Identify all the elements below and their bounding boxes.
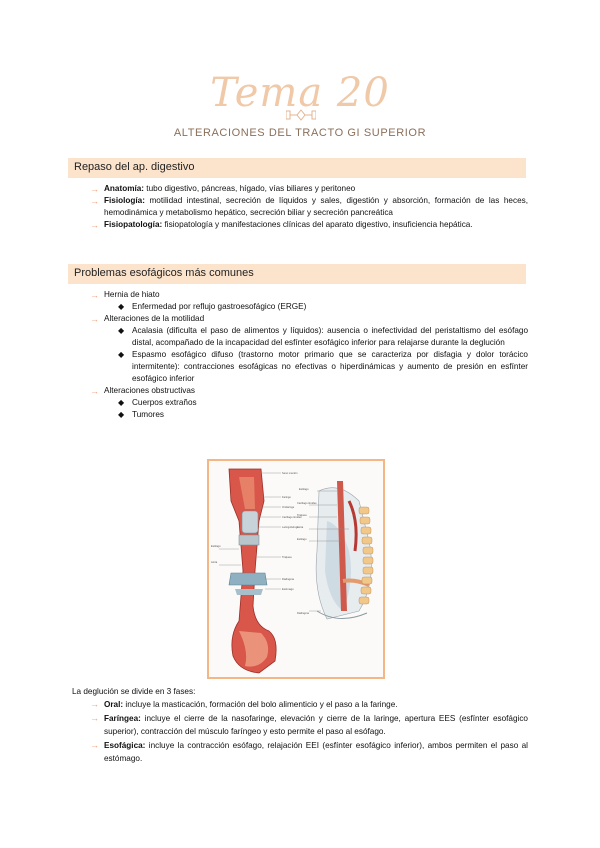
svg-text:Aorta: Aorta	[297, 526, 304, 529]
deglution-intro: La deglución se divide en 3 fases:	[72, 687, 196, 696]
arrow-icon: →	[90, 699, 99, 709]
svg-text:Tráquea: Tráquea	[282, 556, 292, 559]
svg-text:Aorta: Aorta	[211, 561, 218, 564]
svg-text:Faringe: Faringe	[282, 496, 291, 499]
arrow-icon: →	[90, 196, 99, 206]
section-heading-text: Problemas esofágicos más comunes	[74, 267, 254, 279]
svg-text:Esófago: Esófago	[211, 545, 221, 548]
svg-text:Orofaringe: Orofaringe	[282, 506, 295, 509]
esophagus-anatomy-figure	[207, 459, 385, 679]
list-item: → Fisiopatología: fisiopatología y manifestaciones clínicas del aparato digestivo, insuficiencia hepática.	[90, 220, 473, 230]
page-subtitle: ALTERACIONES DEL TRACTO GI SUPERIOR	[173, 127, 427, 139]
svg-text:Estómago: Estómago	[282, 588, 294, 591]
diamond-bullet-icon: ◆	[118, 398, 125, 407]
arrow-icon: →	[90, 386, 99, 396]
ornament-icon	[286, 109, 316, 121]
page-title: Tema 20	[210, 70, 390, 116]
sub-list-item: ◆ Tumores	[118, 410, 164, 419]
sub-list-item: ◆ Espasmo esofágico difuso (trastorno motor primario que se caracteriza por disfagia y dolor torácico intermitente): contracciones esofágicas no efectivas o hiperdinámicas y aumento de presión en esfínter esofágico inferior	[118, 350, 528, 383]
svg-text:Cartílago tiroides: Cartílago tiroides	[297, 502, 317, 505]
diamond-bullet-icon: ◆	[118, 350, 125, 359]
arrow-icon: →	[90, 314, 99, 324]
list-item: → Faríngea: incluye el cierre de la nasofaringe, elevación y cierre de la laringe, apertura EES (esfínter esofágico superior), contracción del músculo faríngeo y esto permite el paso al esófago.	[90, 712, 528, 736]
section-heading-problemas	[68, 264, 526, 284]
list-item: → Anatomía: tubo digestivo, páncreas, hígado, vías biliares y peritoneo	[90, 184, 356, 194]
section-heading-text: Repaso del ap. digestivo	[74, 161, 195, 173]
list-item: → Oral: incluye la masticación, formación del bolo alimenticio y el paso a la faringe.	[90, 698, 528, 712]
svg-text:Cartílago tiroides: Cartílago tiroides	[282, 516, 302, 519]
diamond-bullet-icon: ◆	[118, 326, 125, 335]
diamond-bullet-icon: ◆	[118, 302, 125, 311]
diamond-bullet-icon: ◆	[118, 410, 125, 419]
anatomy-illustration	[209, 461, 383, 677]
arrow-icon: →	[90, 184, 99, 194]
arrow-icon: →	[90, 220, 99, 230]
problemas-list	[90, 289, 528, 421]
svg-text:Tráquea: Tráquea	[297, 514, 307, 517]
repaso-list	[90, 183, 528, 231]
list-item: → Alteraciones obstructivas	[90, 386, 196, 396]
list-item: → Hernia de hiato	[90, 290, 160, 300]
deglution-list	[90, 698, 528, 766]
svg-text:Seno mentón: Seno mentón	[282, 472, 298, 475]
arrow-icon: →	[90, 290, 99, 300]
list-item: → Esofágica: incluye la contracción esófago, relajación EEI (esfínter esofágico inferior), ambos permiten el paso al estómago.	[90, 739, 528, 763]
section-heading-repaso	[68, 158, 526, 178]
sub-list-item: ◆ Enfermedad por reflujo gastroesofágico (ERGE)	[118, 302, 307, 311]
arrow-icon: →	[90, 739, 99, 750]
svg-text:Diafragma: Diafragma	[297, 612, 309, 615]
list-item: → Alteraciones de la motilidad	[90, 314, 205, 324]
svg-text:Esófago: Esófago	[299, 488, 309, 491]
svg-text:Diafragma: Diafragma	[282, 578, 294, 581]
sub-list-item: ◆ Cuerpos extraños	[118, 398, 197, 407]
arrow-icon: →	[90, 712, 99, 723]
sub-list-item: ◆ Acalasia (dificulta el paso de alimentos y líquidos): ausencia o inefectividad del peristaltismo del esófago distal, acompañado de la incapacidad del esfínter esofágico inferior para relajarse durante la deglución	[118, 326, 528, 347]
svg-text:Esófago: Esófago	[297, 538, 307, 541]
list-item: → Fisiología: motilidad intestinal, secreción de líquidos y sales, digestión y absorción, formación de las heces, hemodinámica y metabolismo hepático, secreción biliar y secreción pancreática	[90, 196, 528, 217]
svg-text:Laringofaringe: Laringofaringe	[282, 526, 299, 529]
